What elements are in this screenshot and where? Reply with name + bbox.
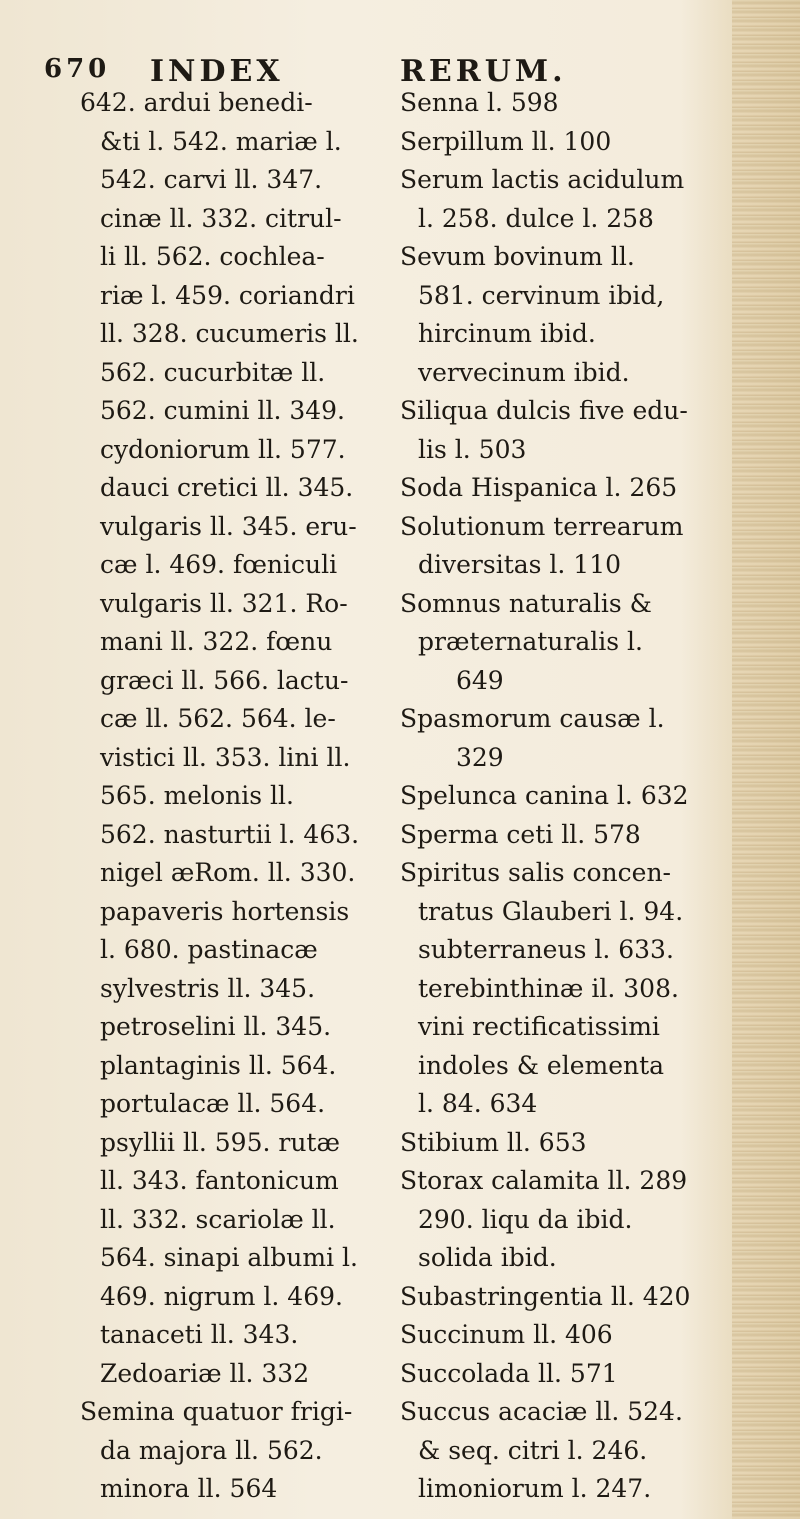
index-entry-line: li ll. 562. cochlea- (100, 242, 325, 271)
index-entry-line: Sperma ceti ll. 578 (400, 819, 641, 849)
index-entry-line: Somnus naturalis & (400, 588, 652, 618)
index-entry-line: subterraneus l. 633. (418, 935, 674, 964)
index-entry-line: 564. sinapi albumi l. (100, 1243, 358, 1272)
index-entry-line: papaveris hortensis (100, 896, 350, 926)
page-edge (732, 0, 800, 1519)
index-entry-line: minora ll. 564 (100, 1474, 278, 1503)
index-entry-line: terebinthinæ il. 308. (418, 973, 679, 1003)
index-entry-line: Spelunca canina l. 632 (400, 781, 689, 810)
index-entry-line: 329 (456, 742, 504, 772)
index-entry-line: l. 680. pastinacæ (100, 935, 318, 964)
index-entry-line: 565. melonis ll. (100, 781, 294, 810)
index-entry-line: præternaturalis l. (418, 627, 643, 656)
index-entry-line: lis l. 503 (418, 434, 527, 464)
index-entry-line: cinæ ll. 332. citrul- (100, 203, 342, 233)
index-entry-line: Sevum bovinum ll. (400, 242, 635, 271)
index-entry-line: 649 (456, 665, 504, 695)
index-entry-line: Serum lactis acidulum (400, 165, 685, 194)
index-entry-line: Succinum ll. 406 (400, 1320, 613, 1349)
index-entry-line: Spasmorum causæ l. (400, 704, 665, 733)
index-entry-line: tratus Glauberi l. 94. (418, 896, 684, 926)
index-entry-line: Semina quatuor frigi- (80, 1397, 353, 1426)
index-entry-line: Senna l. 598 (400, 88, 559, 117)
index-entry-line: 290. liqu da ibid. (418, 1204, 633, 1234)
index-entry-line: sylvestris ll. 345. (100, 973, 316, 1003)
index-entry-line: Spiritus salis concen- (400, 858, 671, 887)
index-entry-line: vini rectificatissimi (418, 1012, 660, 1041)
index-entry-line: Zedoariæ ll. 332 (100, 1358, 310, 1388)
index-entry-line: l. 258. dulce l. 258 (418, 203, 654, 233)
index-entry-line: da majora ll. 562. (100, 1435, 323, 1465)
index-column-left (44, 84, 374, 1509)
index-entry-line: Succolada ll. 571 (400, 1358, 618, 1388)
index-entry-line: vulgaris ll. 345. eru- (100, 511, 357, 541)
index-entry-line: psyllii ll. 595. rutæ (100, 1127, 340, 1157)
index-entry-line: cydoniorum ll. 577. (100, 434, 346, 464)
index-entry-line: Stibium ll. 653 (400, 1127, 587, 1157)
index-entry-line: hircinum ibid. (418, 319, 596, 348)
index-column-right (400, 84, 730, 1509)
index-entry-line: Subastringentia ll. 420 (400, 1281, 691, 1311)
index-entry-line: vistici ll. 353. lini ll. (100, 742, 351, 772)
index-entry-line: 581. cervinum ibid, (418, 280, 665, 310)
page-header (0, 28, 740, 89)
index-entry-line: ll. 343. fantonicum (100, 1166, 339, 1195)
index-entry-line: Storax calamita ll. 289 (400, 1166, 688, 1195)
index-entry-line: Succus acaciæ ll. 524. (400, 1397, 683, 1426)
index-entry-line: Serpillum ll. 100 (400, 126, 612, 156)
index-entry-line: plantaginis ll. 564. (100, 1050, 337, 1080)
page-number: 670 (44, 54, 111, 84)
index-entry-line: 542. carvi ll. 347. (100, 165, 323, 194)
index-entry-line: riæ l. 459. coriandri (100, 280, 355, 310)
index-entry-line: cæ l. 469. fœniculi (100, 550, 338, 579)
running-head-right: RERUM. (400, 54, 567, 89)
index-entry-line: vulgaris ll. 321. Ro- (100, 588, 348, 618)
index-entry-line: mani ll. 322. fœnu (100, 627, 333, 656)
index-entry-line: solida ibid. (418, 1243, 557, 1272)
index-entry-line: 642. ardui benedi- (80, 88, 313, 117)
index-entry-line: græci ll. 566. lactu- (100, 665, 349, 695)
index-entry-line: ll. 328. cucumeris ll. (100, 319, 359, 348)
index-entry-line: 562. nasturtii l. 463. (100, 819, 360, 849)
index-entry-line: indoles & elementa (418, 1050, 665, 1080)
index-entry-line: ll. 332. scariolæ ll. (100, 1204, 336, 1234)
index-entry-line: l. 84. 634 (418, 1089, 538, 1118)
index-entry-line: petroselini ll. 345. (100, 1012, 332, 1041)
index-entry-line: 469. nigrum l. 469. (100, 1281, 343, 1311)
index-entry-line: Soda Hispanica l. 265 (400, 473, 678, 502)
index-entry-line: limoniorum l. 247. (418, 1474, 652, 1503)
index-entry-line: 562. cumini ll. 349. (100, 396, 346, 425)
running-head-left: INDEX (150, 54, 284, 89)
index-entry-line: &ti l. 542. mariæ l. (100, 126, 342, 156)
index-entry-line: 562. cucurbitæ ll. (100, 357, 326, 387)
index-entry-line: Siliqua dulcis five edu- (400, 396, 688, 425)
index-entry-line: portulacæ ll. 564. (100, 1089, 326, 1118)
index-entry-line: & seq. citri l. 246. (418, 1435, 648, 1465)
index-entry-line: Solutionum terrearum (400, 511, 684, 541)
index-entry-line: cæ ll. 562. 564. le- (100, 704, 336, 733)
index-entry-line: dauci cretici ll. 345. (100, 473, 354, 502)
index-entry-line: nigel æRom. ll. 330. (100, 858, 356, 887)
index-entry-line: tanaceti ll. 343. (100, 1320, 299, 1349)
index-entry-line: vervecinum ibid. (418, 357, 630, 387)
index-entry-line: diversitas l. 110 (418, 550, 622, 579)
